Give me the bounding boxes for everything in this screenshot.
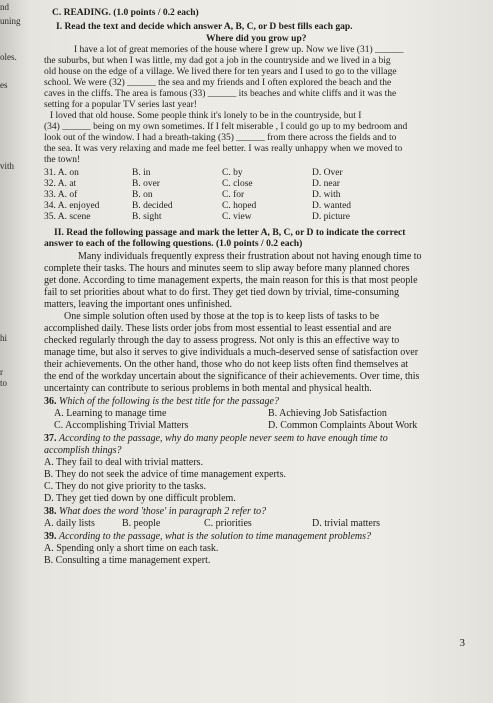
margin-fragment: uning xyxy=(0,16,21,26)
question-number: 37. xyxy=(44,433,57,444)
answer-option[interactable]: A. Spending only a short time on each task. xyxy=(44,543,219,554)
answer-option[interactable]: C. view xyxy=(222,212,252,222)
answer-option[interactable]: C. for xyxy=(222,190,245,200)
passage-line: matters, leaving the important ones unfinished. xyxy=(44,299,233,310)
passage-line: look out of the window. I had a breath-taking (35) ______ from there across the fields and to xyxy=(44,133,397,143)
passage-line: get done. According to time management experts, the main reason for this is that most people xyxy=(44,275,418,286)
passage-line: caves in the cliffs. The area is famous (33) ______ its beaches and white cliffs and it was the xyxy=(44,89,397,99)
question-38 xyxy=(44,507,266,517)
answer-option[interactable]: D. They get tied down by one difficult problem. xyxy=(44,493,236,504)
answer-option[interactable]: B. decided xyxy=(132,201,173,211)
passage-line: the end of the workday uncertain about the significance of their achievements. Over time, this xyxy=(44,371,420,382)
answer-option[interactable]: C. priorities xyxy=(204,518,252,529)
passage-line: setting for a popular TV series last year! xyxy=(44,100,197,110)
answer-option[interactable]: 33. A. of xyxy=(44,190,78,200)
answer-option[interactable]: 34. A. enjoyed xyxy=(44,201,100,211)
answer-option[interactable]: C. close xyxy=(222,179,253,189)
passage-line: their achievements. On the other hand, those who do not keep lists often find themselves at xyxy=(44,359,409,370)
margin-fragment: oles. xyxy=(0,52,17,62)
passage-line: Many individuals frequently express their frustration about not having enough time to xyxy=(78,251,422,262)
passage-line: school. We were (32) ______ the sea and my friends and I often explored the beach and the xyxy=(44,78,392,88)
answer-option[interactable]: C. by xyxy=(222,168,243,178)
answer-option[interactable]: A. daily lists xyxy=(44,518,95,529)
answer-option[interactable]: B. Achieving Job Satisfaction xyxy=(268,408,387,419)
answer-option[interactable]: D. picture xyxy=(312,212,350,222)
question-text: According to the passage, what is the solution to time management problems? xyxy=(59,531,372,542)
answer-option[interactable]: 32. A. at xyxy=(44,179,77,189)
answer-option[interactable]: B. on xyxy=(132,190,153,200)
question-text: What does the word 'those' in paragraph 2 refer to? xyxy=(59,506,267,517)
passage-line: checked regularly through the day to assess progress. Not only is this an effective way to xyxy=(44,335,400,346)
answer-option[interactable]: D. Over xyxy=(312,168,343,178)
question-36 xyxy=(44,397,279,407)
passage-line: I have a lot of great memories of the house where I grew up. Now we live (31) ______ xyxy=(74,45,404,55)
answer-option[interactable]: D. trivial matters xyxy=(312,518,381,529)
section-heading: II. Read the following passage and mark the letter A, B, C, or D to indicate the correct xyxy=(54,227,406,238)
passage-line: fail to set priorities about what to do first. They get tied down by trivial, time-consuming xyxy=(44,287,400,298)
answer-option[interactable]: C. They do not give priority to the tasks. xyxy=(44,481,207,492)
question-text: According to the passage, why do many people never seem to have enough time to xyxy=(59,433,388,444)
margin-fragment: r xyxy=(0,367,3,377)
answer-option[interactable]: B. over xyxy=(132,179,160,189)
answer-option[interactable]: D. with xyxy=(312,190,341,200)
answer-option[interactable]: C. Accomplishing Trivial Matters xyxy=(54,420,189,431)
section-instruction: I. Read the text and decide which answer A, B, C, or D best fills each gap. xyxy=(56,22,353,32)
passage-line: manage time, but also it serves to give individuals a much-deserved sense of satisfaction over xyxy=(44,347,419,358)
answer-option[interactable]: 31. A. on xyxy=(44,168,79,178)
answer-option[interactable]: 35. A. scene xyxy=(44,212,91,222)
margin-fragment: vith xyxy=(0,161,15,171)
answer-option[interactable]: D. wanted xyxy=(312,201,352,211)
passage-title: Where did you grow up? xyxy=(206,34,307,44)
margin-fragment: hi xyxy=(0,333,8,343)
question-number: 38. xyxy=(44,506,57,517)
passage-line: the sea. It was very relaxing and made me feel better. I was really unhappy when we moved to xyxy=(44,144,403,154)
passage-line: uncertainty can contribute to serious problems in both mental and physical health. xyxy=(44,383,372,394)
answer-option[interactable]: B. Consulting a time management expert. xyxy=(44,555,211,566)
answer-option[interactable]: B. people xyxy=(122,518,161,529)
answer-option[interactable]: D. near xyxy=(312,179,340,189)
section-heading: C. READING. (1.0 points / 0.2 each) xyxy=(52,8,199,18)
passage-line: the suburbs, but when I was little, my dad got a job in the countryside and we lived in a big xyxy=(44,56,391,66)
passage-line: One simple solution often used by those at the top is to keep lists of tasks to be xyxy=(64,311,380,322)
passage-line: (34) ______ being on my own sometimes. If I felt miserable , I could go up to my bedroom and xyxy=(44,122,408,132)
question-number: 36. xyxy=(44,396,57,407)
passage-line: old house on the edge of a village. We lived there for ten years and I used to go to the village xyxy=(44,67,397,77)
answer-option[interactable]: A. Learning to manage time xyxy=(54,408,167,419)
answer-option[interactable]: B. They do not seek the advice of time management experts. xyxy=(44,469,286,480)
question-number: 39. xyxy=(44,531,57,542)
margin-fragment: to xyxy=(0,378,8,388)
margin-fragment: es xyxy=(0,80,8,90)
passage-line: complete their tasks. The hours and minutes seem to slip away before many planned chores xyxy=(44,263,410,274)
answer-option[interactable]: C. hoped xyxy=(222,201,257,211)
question-text: accomplish things? xyxy=(44,445,122,456)
passage-line: the town! xyxy=(44,155,81,165)
page-number: 3 xyxy=(459,637,465,649)
answer-option[interactable]: B. sight xyxy=(132,212,162,222)
margin-fragment: nd xyxy=(0,2,9,12)
passage-line: I loved that old house. Some people think it's lonely to be in the countryside, but I xyxy=(50,111,362,121)
answer-option[interactable]: B. in xyxy=(132,168,151,178)
section-heading: answer to each of the following questions. (1.0 points / 0.2 each) xyxy=(44,238,303,249)
question-text: Which of the following is the best title for the passage? xyxy=(59,396,279,407)
question-39 xyxy=(44,532,371,542)
question-37 xyxy=(44,434,388,444)
answer-option[interactable]: A. They fail to deal with trivial matters. xyxy=(44,457,203,468)
answer-option[interactable]: D. Common Complaints About Work xyxy=(268,420,418,431)
passage-line: accomplished daily. These lists order jobs from most essential to least essential and are xyxy=(44,323,392,334)
